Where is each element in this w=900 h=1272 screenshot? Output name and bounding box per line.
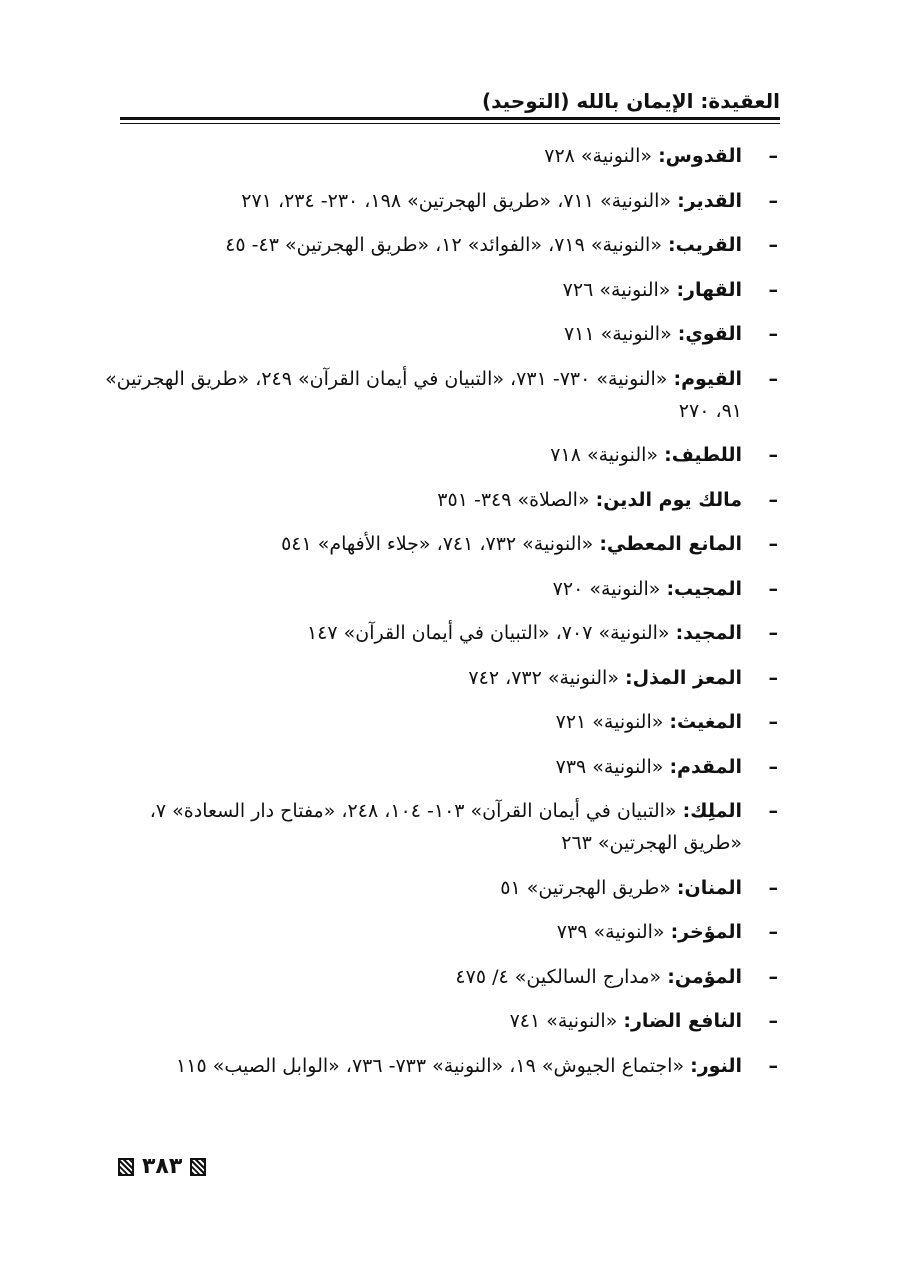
entry-references: «النونية» ٧٣٠- ٧٣١، «التبيان في أيمان القرآن» ٢٤٩، «طريق الهجرتين» ٩١، ٢٧٠ <box>105 367 742 422</box>
entry-dash: – <box>768 234 778 256</box>
index-entry <box>100 439 780 471</box>
entry-references: «النونية» ٧٤١ <box>509 1010 618 1032</box>
entry-name: القوي: <box>677 323 742 345</box>
header-rule-thin <box>120 123 780 124</box>
index-entry <box>100 617 780 649</box>
entry-name: القيوم: <box>673 367 742 390</box>
entry-name: النافع الضار: <box>623 1010 742 1032</box>
entry-references: «مدارج السالكين» ٤/ ٤٧٥ <box>455 965 662 988</box>
entry-dash: – <box>768 1010 778 1032</box>
index-entry <box>100 140 780 172</box>
entry-dash: – <box>768 189 778 212</box>
entry-name: المانع المعطي: <box>599 533 742 555</box>
index-entry <box>100 872 780 904</box>
entry-dash: – <box>768 323 778 345</box>
entry-dash: – <box>768 488 778 511</box>
index-entry <box>100 318 780 350</box>
entry-dash: – <box>768 367 778 390</box>
index-entry <box>100 229 780 261</box>
entry-references: «النونية» ٧٢١ <box>555 711 664 733</box>
entry-name: القدير: <box>677 189 742 212</box>
entry-references: «النونية» ٧١١، «طريق الهجرتين» ١٩٨، ٢٣٠- ٢٣٤، ٢٧١ <box>241 189 672 212</box>
entry-name: مالك يوم الدين: <box>595 488 742 511</box>
entry-dash: – <box>768 622 778 644</box>
entry-name: المنان: <box>676 876 742 899</box>
entry-name: القريب: <box>668 234 742 256</box>
running-header-title: العقيدة: الإيمان بالله (التوحيد) <box>481 89 780 113</box>
index-entry <box>100 363 780 427</box>
entry-references: «النونية» ٧٢٨ <box>544 145 653 167</box>
index-entry <box>100 662 780 694</box>
entry-name: المعز المذل: <box>625 666 742 689</box>
page-number: ٣٨٣ <box>142 1154 183 1179</box>
index-entry <box>100 185 780 217</box>
entry-references: «النونية» ٧٣٢، ٧٤٢ <box>468 666 619 689</box>
entry-references: «النونية» ٧٠٧، «التبيان في أيمان القرآن» ١٤٧ <box>306 622 670 644</box>
entry-dash: – <box>768 800 778 822</box>
entry-references: «الصلاة» ٣٤٩- ٣٥١ <box>437 488 590 511</box>
names-index-list <box>100 140 780 1094</box>
entry-references: «النونية» ٧٣٩ <box>556 921 665 943</box>
entry-references: «النونية» ٧٣٢، ٧٤١، «جلاء الأفهام» ٥٤١ <box>281 533 594 555</box>
entry-references: «النونية» ٧٢٦ <box>562 278 671 301</box>
square-ornament-icon <box>118 1158 134 1176</box>
entry-references: «اجتماع الجيوش» ١٩، «النونية» ٧٣٣- ٧٣٦، «الوابل الصيب» ١١٥ <box>176 1054 685 1077</box>
entry-dash: – <box>768 876 778 899</box>
entry-dash: – <box>768 1054 778 1077</box>
index-entry <box>100 1005 780 1037</box>
entry-dash: – <box>768 444 778 466</box>
entry-dash: – <box>768 278 778 301</box>
index-entry <box>100 961 780 993</box>
entry-references: «النونية» ٧٢٠ <box>552 577 661 600</box>
entry-dash: – <box>768 965 778 988</box>
entry-dash: – <box>768 755 778 778</box>
entry-dash: – <box>768 666 778 689</box>
entry-name: المغيث: <box>669 711 742 733</box>
index-entry <box>100 573 780 605</box>
entry-references: «النونية» ٧١١ <box>563 323 672 345</box>
entry-references: «التبيان في أيمان القرآن» ١٠٣- ١٠٤، ٢٤٨، «مفتاح دار السعادة» ٧، «طريق الهجرتين» ٢٦٣ <box>149 800 742 854</box>
entry-dash: – <box>768 577 778 600</box>
index-entry <box>100 751 780 783</box>
entry-name: المجيد: <box>675 622 742 644</box>
entry-name: المؤمن: <box>667 965 742 988</box>
index-entry <box>100 1050 780 1082</box>
entry-name: النور: <box>690 1054 742 1077</box>
index-entry <box>100 274 780 306</box>
entry-dash: – <box>768 145 778 167</box>
entry-references: «طريق الهجرتين» ٥١ <box>500 876 671 899</box>
entry-references: «النونية» ٧٣٩ <box>555 755 664 778</box>
entry-references: «النونية» ٧١٩، «الفوائد» ١٢، «طريق الهجرتين» ٤٣- ٤٥ <box>225 234 662 256</box>
header-rule-thick <box>120 117 780 120</box>
index-entry <box>100 484 780 516</box>
index-entry <box>100 706 780 738</box>
index-entry <box>100 528 780 560</box>
entry-name: القهار: <box>676 278 742 301</box>
entry-dash: – <box>768 533 778 555</box>
entry-dash: – <box>768 921 778 943</box>
entry-dash: – <box>768 711 778 733</box>
index-entry <box>100 795 780 859</box>
entry-name: اللطيف: <box>664 444 742 466</box>
entry-name: الملِك: <box>682 800 742 822</box>
square-ornament-icon <box>190 1158 206 1176</box>
entry-references: «النونية» ٧١٨ <box>550 444 659 466</box>
entry-name: القدوس: <box>658 145 742 167</box>
entry-name: المؤخر: <box>670 921 742 943</box>
entry-name: المقدم: <box>669 755 742 778</box>
page-footer <box>118 1152 206 1182</box>
index-entry <box>100 916 780 948</box>
entry-name: المجيب: <box>666 577 742 600</box>
